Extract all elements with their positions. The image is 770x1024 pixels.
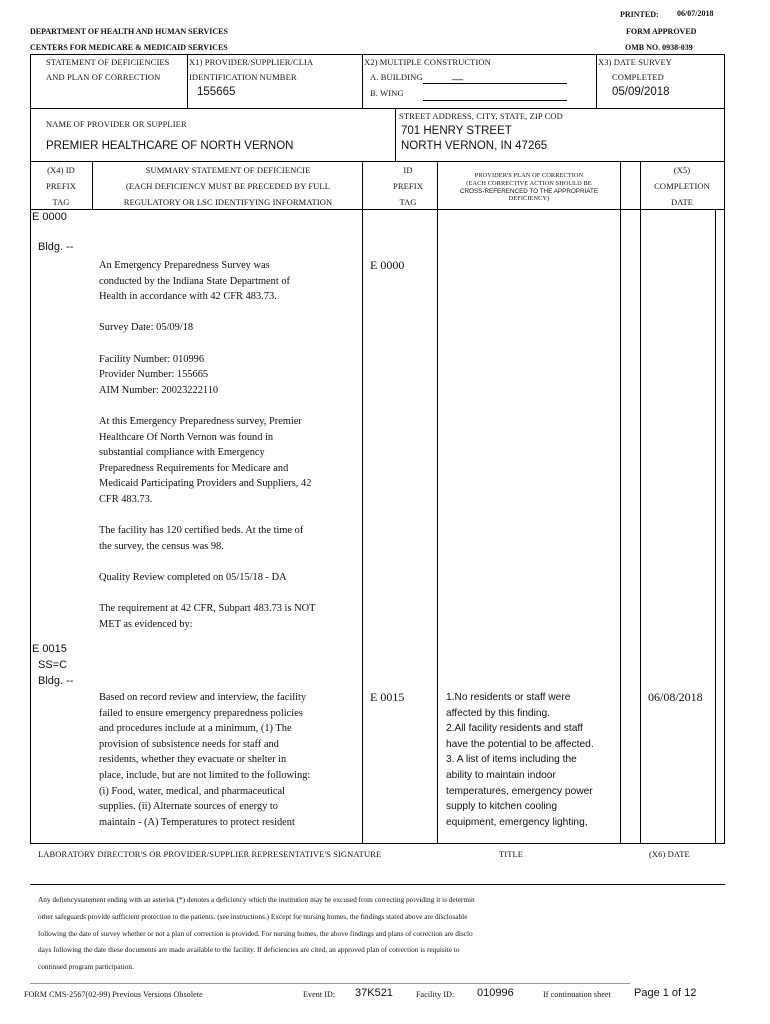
footnote-disclaimer: Any defiencystatement ending with an asterisk (*) denotes a deficiency which the institution may be excused from correcting providing it is determin other safeguards provide sufficient protection to the patients. (see instructions.) Except for nursing homes, the findings stated above are disclosable following the date of survey whether or not a plan of correction is provided. For nursing homes, the above findings and plans of correction are disclo days following the date these documents are made available to the facility. If deficiencies are cited, an approved plan of correction is requisite to continued program participation. [38, 895, 475, 972]
x2-label: X2) MULTIPLE CONSTRUCTION [364, 57, 491, 67]
summary-header: SUMMARY STATEMENT OF DEFICIENCIE [145, 165, 311, 175]
department-title: DEPARTMENT OF HEALTH AND HUMAN SERVICES [30, 27, 228, 36]
cms-title: CENTERS FOR MEDICARE & MEDICAID SERVICES [30, 43, 228, 52]
title-label: TITLE [499, 849, 524, 859]
omb-number: OMB NO. 0938-039 [625, 43, 693, 52]
printed-date: 06/07/2018 [677, 9, 714, 18]
continuation-label: If continuation sheet [543, 990, 611, 999]
x3-label: X3) DATE SURVEY [598, 57, 673, 67]
provider-name-label: NAME OF PROVIDER OR SUPPLIER [46, 119, 187, 129]
completion-label: COMPLETION [654, 181, 710, 191]
page-number: Page 1 of 12 [634, 987, 697, 999]
form-number: FORM CMS-2567(02-99) Previous Versions Obsolete [24, 990, 203, 999]
provider-name: PREMIER HEALTHCARE OF NORTH VERNON [46, 140, 294, 152]
plan-instruction-3: DEFICIENCY) [508, 195, 550, 202]
tag-e0015-right: E 0015 [370, 690, 405, 704]
tag-e0015: E 0015 [32, 643, 67, 655]
plan-instruction: (EACH CORRECTIVE ACTION SHOULD BE [466, 180, 592, 187]
facility-id-label: Facility ID: [416, 990, 455, 999]
x4-prefix-label: PREFIX [46, 181, 76, 191]
wing-label: B. WING [370, 88, 404, 98]
plan-header: PROVIDER'S PLAN OF CORRECTION [474, 172, 584, 179]
signature-label: LABORATORY DIRECTOR'S OR PROVIDER/SUPPLIER REPRESENTATIVE'S SIGNATURE [38, 849, 382, 859]
provider-id: 155665 [197, 86, 236, 98]
x1-label: X1) PROVIDER/SUPPLIER/CLIA [189, 57, 314, 67]
address-label: STREET ADDRESS, CITY, STATE, ZIP COD [399, 111, 563, 121]
statement-label: STATEMENT OF DEFICIENCIES [46, 57, 170, 67]
x5-label: (X5) [673, 165, 691, 175]
x4-tag-label: TAG [52, 197, 70, 207]
completion-date: 06/08/2018 [648, 690, 703, 704]
event-id-label: Event ID: [303, 990, 336, 999]
plan-label: AND PLAN OF CORRECTION [46, 72, 161, 82]
date-label: DATE [670, 197, 694, 207]
completed-label: COMPLETED [612, 72, 664, 82]
building-value: __ [452, 70, 464, 81]
plan-of-correction-text: 1.No residents or staff were affected by this finding. 2.All facility residents and staff have the potential to be affected. 3. A list of items including the ability to maintain indoor temperatures, emergency power supply to kitchen cooling equipment, emergency lighting, [446, 692, 594, 828]
deficiency-text-1: An Emergency Preparedness Survey was conducted by the Indiana State Department of Health in accordance with 42 CFR 483.73. Survey Date: 05/09/18 Facility Number: 010996 Provider Number: 155665 AIM Number: 20023222110 At this Emergency Preparedness survey, Premier Healthcare Of North Vernon was found in substantial compliance with Emergency Preparedness Requirements for Medicare and Medicaid Participating Providers and Suppliers, 42 CFR 483.73. The facility has 120 certified beds. At the time of the survey, the census was 98. Quality Review completed on 05/15/18 - DA The requirement at 42 CFR, Subpart 483.73 is NOT MET as evidenced by: [99, 260, 316, 630]
id-tag-label: TAG [399, 197, 417, 207]
tag-e0000-right: E 0000 [370, 258, 405, 272]
plan-instruction-2: CROSS-REFERENCED TO THE APPROPRIATE [459, 188, 599, 195]
tag-e0000: E 0000 [32, 211, 67, 223]
id-label: ID [403, 165, 413, 175]
x6-date-label: (X6) DATE [649, 849, 690, 859]
street-address: 701 HENRY STREET [401, 125, 512, 137]
deficiency-text-2: Based on record review and interview, the facility failed to ensure emergency preparedness policies and procedures include at a minimum, (1) The provision of subsistence needs for staff and residents, whether they evacuate or shelter in place, include, but are not limited to the following: (i) Food, water, medical, and pharmaceutical supplies. (ii) Alternate sources of energy to maintain - (A) Temperatures to protect resident [99, 692, 311, 828]
city-state-zip: NORTH VERNON, IN 47265 [401, 140, 548, 152]
building-label: A. BUILDING [370, 72, 423, 82]
identification-label: IDENTIFICATION NUMBER [189, 72, 297, 82]
form-approved: FORM APPROVED [626, 27, 697, 36]
scope-severity: SS=C [38, 659, 68, 671]
survey-date: 05/09/2018 [612, 86, 670, 98]
event-id: 37K521 [355, 987, 393, 999]
printed-label: PRINTED: [620, 10, 659, 19]
building-tag-1: Bldg. -- [38, 241, 74, 253]
x4-id-label: (X4) ID [47, 165, 75, 175]
summary-instruction: (EACH DEFICIENCY MUST BE PRECEDED BY FULL [125, 181, 331, 191]
summary-instruction-2: REGULATORY OR LSC IDENTIFYING INFORMATION [123, 197, 333, 207]
id-prefix-label: PREFIX [393, 181, 423, 191]
facility-id: 010996 [477, 987, 514, 999]
building-tag-2: Bldg. -- [38, 675, 74, 687]
